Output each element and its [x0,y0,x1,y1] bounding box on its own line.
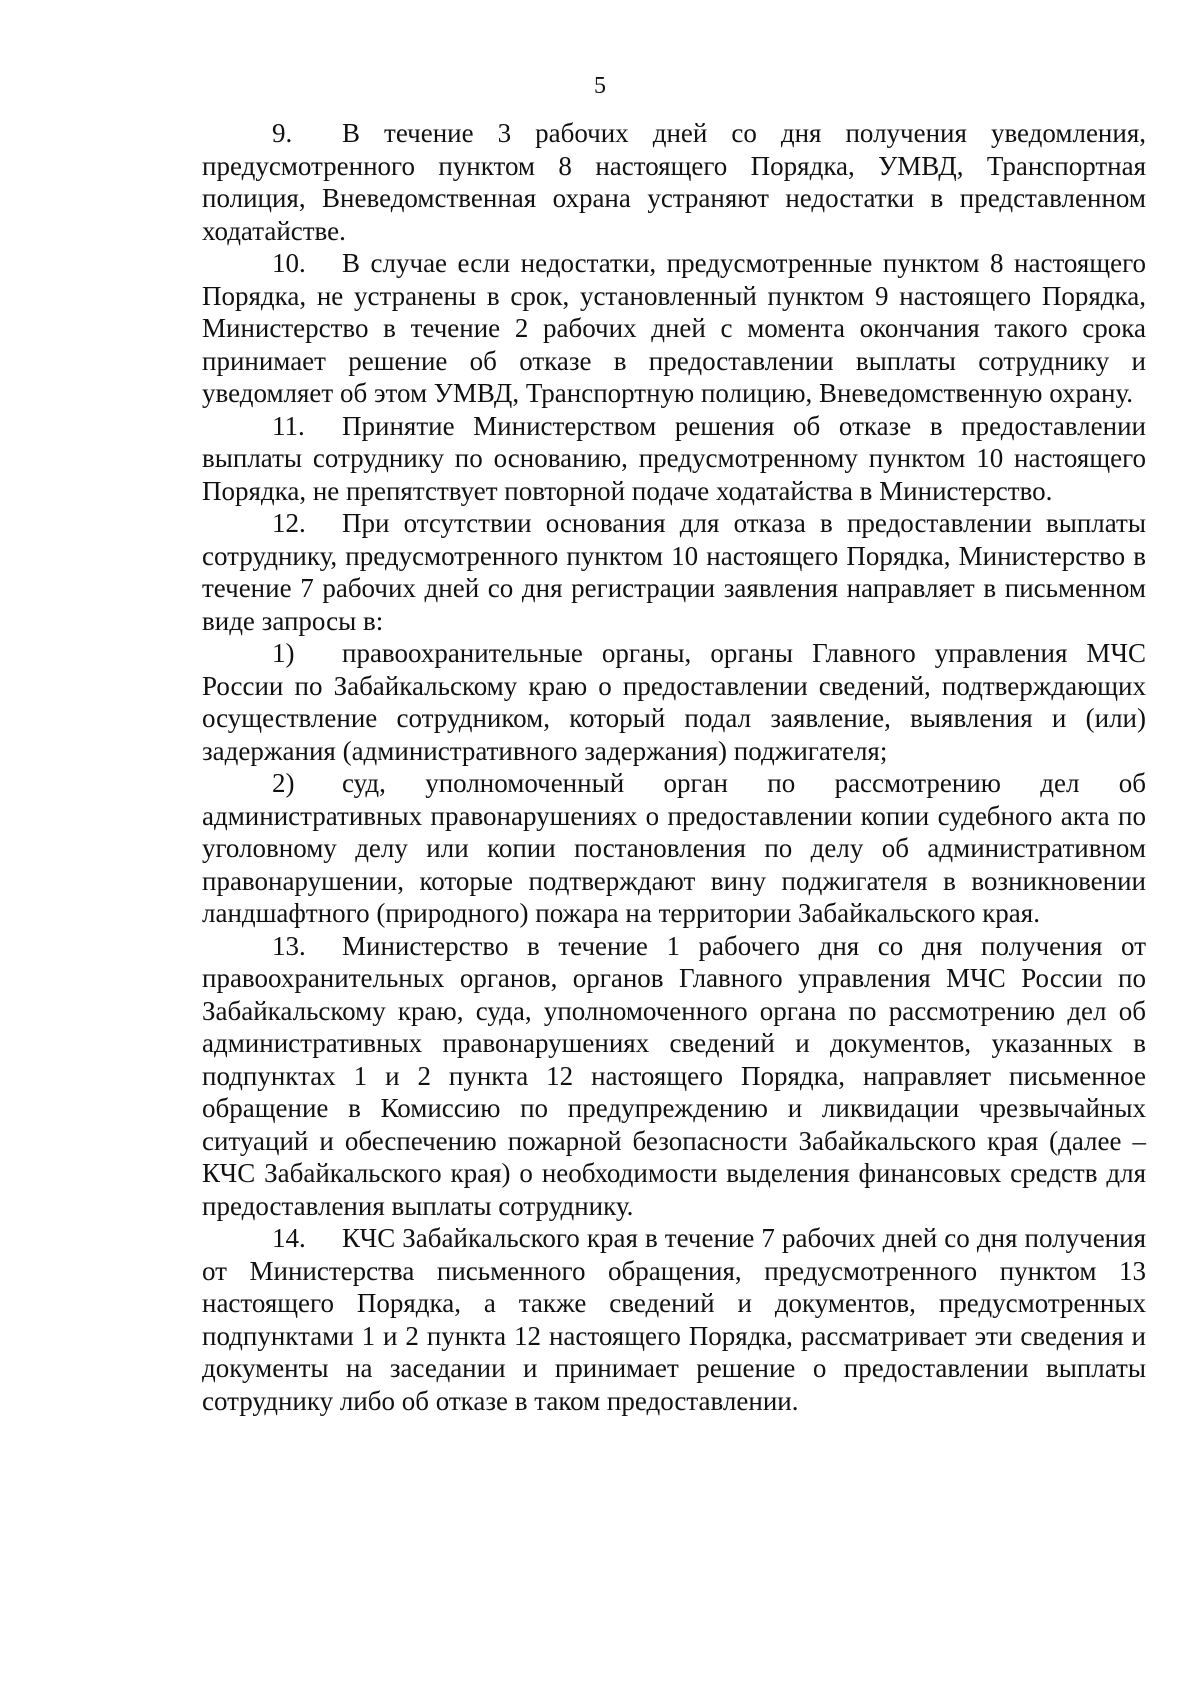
paragraph-text: Министерство в течение 1 рабочего дня со дня получения от правоохранительных органов, органов Главного управления МЧС России по Забайкальскому краю, суда, уполномоченного органа по рассмотрению дел об административных правонарушениях сведений и документов, указанных в подпунктах 1 и 2 пункта 12 настоящего Порядка, направляет письменное обращение в Комиссию по предупреждению и ликвидации чрезвычайных ситуаций и обеспечению пожарной безопасности Забайкальского края (далее – КЧС Забайкальского края) о необходимости выделения финансовых средств для предоставления выплаты сотруднику. [202,930,1146,1221]
subparagraph-1 [202,637,1146,767]
paragraph-9 [202,117,1146,247]
paragraph-12 [202,507,1146,637]
paragraph-number: 9. [272,118,293,148]
document-body [202,117,1146,1417]
paragraph-text: В случае если недостатки, предусмотренные пунктом 8 настоящего Порядка, не устранены в срок, установленный пунктом 9 настоящего Порядка, Министерство в течение 2 рабочих дней с момента окончания такого срока принимает решение об отказе в предоставлении выплаты сотруднику и уведомляет об этом УМВД, Транспортную полицию, Вневедомственную охрану. [202,248,1146,408]
page-number: 5 [594,73,606,99]
paragraph-number: 12. [272,508,306,538]
subparagraph-text: правоохранительные органы, органы Главного управления МЧС России по Забайкальскому краю о предоставлении сведений, подтверждающих осуществление сотрудником, который подал заявление, выявления и (или) задержания (административного задержания) поджигателя; [202,638,1146,766]
paragraph-text: При отсутствии основания для отказа в предоставлении выплаты сотруднику, предусмотренного пунктом 10 настоящего Порядка, Министерство в течение 7 рабочих дней со дня регистрации заявления направляет в письменном виде запросы в: [202,508,1146,636]
paragraph-10 [202,247,1146,410]
paragraph-14 [202,1222,1146,1417]
subparagraph-number: 1) [272,638,295,668]
paragraph-text: В течение 3 рабочих дней со дня получения уведомления, предусмотренного пунктом 8 настоящего Порядка, УМВД, Транспортная полиция, Вневедомственная охрана устраняют недостатки в представленном ходатайстве. [202,118,1146,246]
paragraph-13 [202,930,1146,1223]
subparagraph-text: суд, уполномоченный орган по рассмотрению дел об административных правонарушениях о предоставлении копии судебного акта по уголовному делу или копии постановления по делу об административном правонарушении, которые подтверждают вину поджигателя в возникновении ландшафтного (природного) пожара на территории Забайкальского края. [202,768,1146,928]
subparagraph-2 [202,767,1146,930]
subparagraph-number: 2) [272,768,295,798]
paragraph-number: 11. [272,410,305,441]
paragraph-text: КЧС Забайкальского края в течение 7 рабочих дней со дня получения от Министерства письменного обращения, предусмотренного пунктом 13 настоящего Порядка, а также сведений и документов, предусмотренных подпунктами 1 и 2 пункта 12 настоящего Порядка, рассматривает эти сведения и документы на заседании и принимает решение о предоставлении выплаты сотруднику либо об отказе в таком предоставлении. [202,1223,1146,1416]
paragraph-11 [202,410,1146,508]
paragraph-number: 14. [272,1223,306,1253]
paragraph-number: 10. [272,248,306,278]
paragraph-number: 13. [272,930,306,961]
paragraph-text: Принятие Министерством решения об отказе в предоставлении выплаты сотруднику по основанию, предусмотренному пунктом 10 настоящего Порядка, не препятствует повторной подаче ходатайства в Министерство. [202,410,1146,506]
